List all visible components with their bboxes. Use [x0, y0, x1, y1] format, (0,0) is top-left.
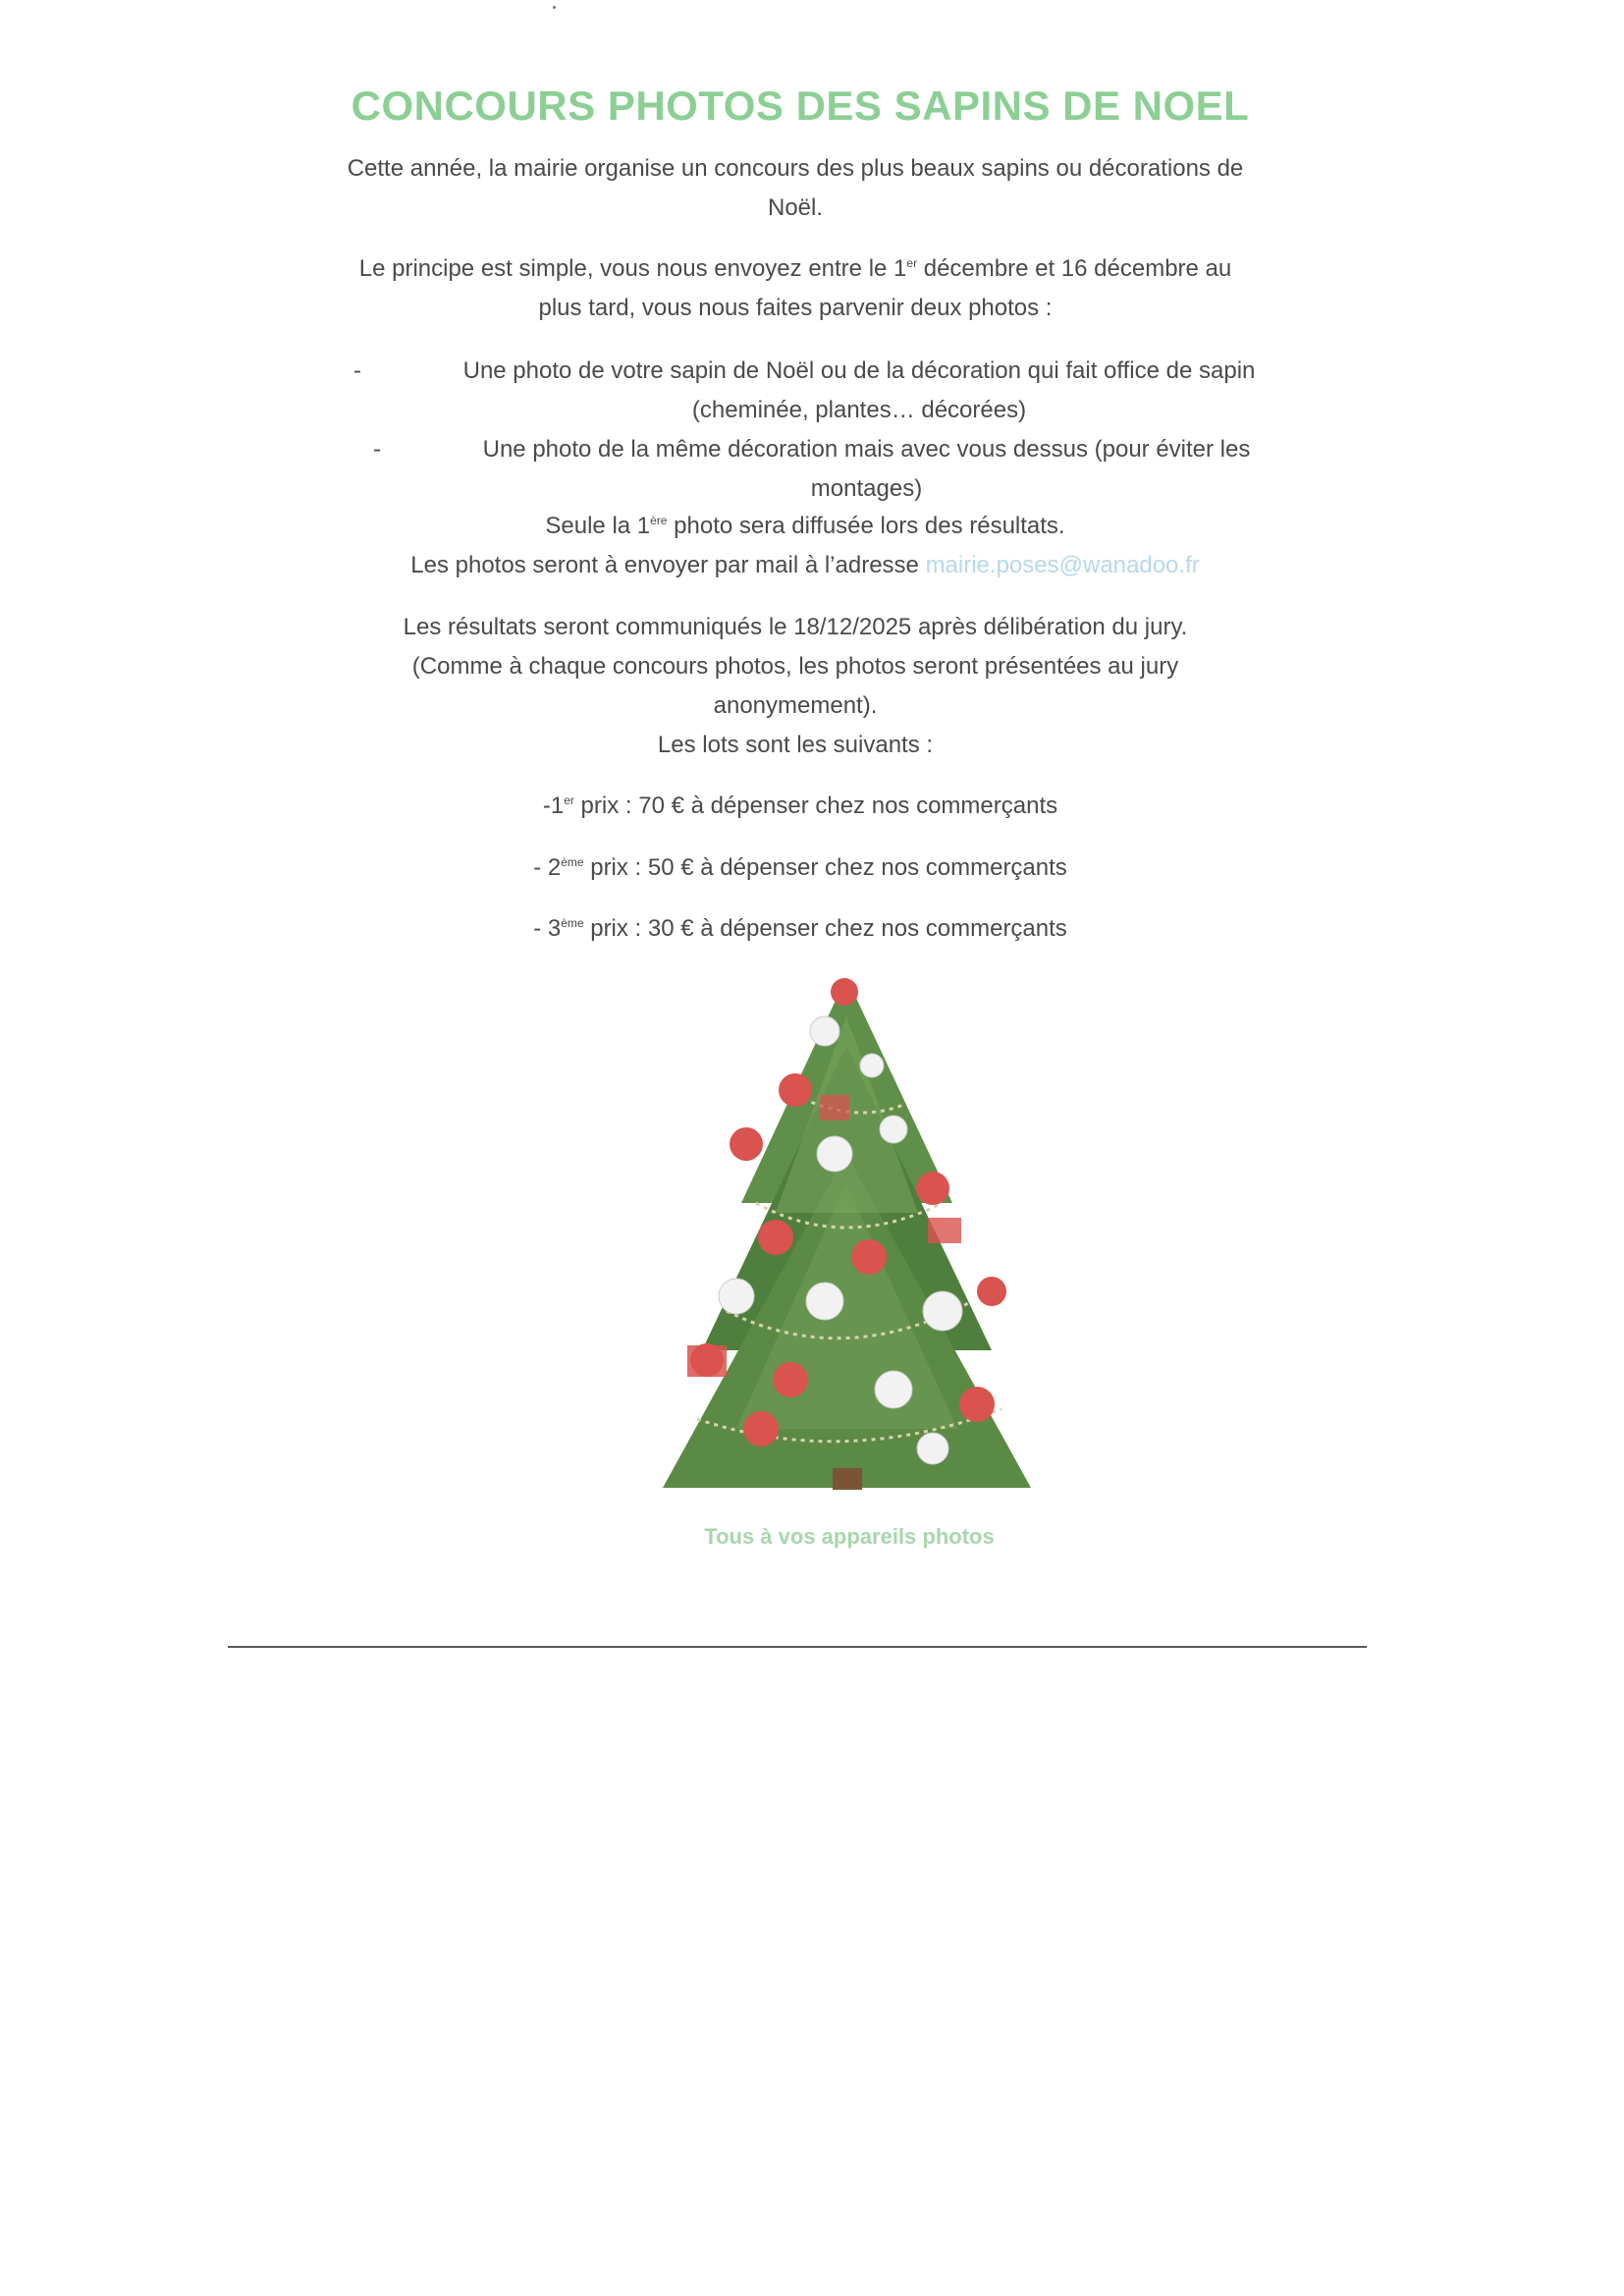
- bullet-item: [373, 430, 1316, 509]
- bullet-line-1: Une photo de la même décoration mais avec vous dessus (pour éviter les: [482, 436, 1251, 463]
- principle-line-2: plus tard, vous nous faites parvenir deux photos :: [538, 295, 1053, 321]
- christmas-tree-illustration: [648, 957, 1046, 1493]
- only-first-sup: ère: [650, 514, 668, 527]
- email-address[interactable]: mairie.poses@wanadoo.fr: [925, 552, 1200, 578]
- prize-rank: -1: [542, 793, 565, 819]
- results-line-2: (Comme à chaque concours photos, les photos seront présentées au jury: [411, 653, 1179, 680]
- prizes-heading: Les lots sont les suivants :: [657, 732, 934, 758]
- bullet-dash: -: [373, 436, 381, 463]
- bullet-line-2: montages): [810, 475, 923, 502]
- only-first-text-end: photo sera diffusée lors des résultats.: [667, 513, 1065, 539]
- intro-line-2: Noël.: [767, 194, 824, 221]
- bullet-line-1: Une photo de votre sapin de Noël ou de la décoration qui fait office de sapin: [462, 357, 1256, 384]
- prize-item: [373, 848, 1227, 888]
- prize-text: prix : 30 € à dépenser chez nos commerçants: [583, 915, 1067, 942]
- only-first-text: Seule la 1: [545, 513, 651, 539]
- bullet-text: [417, 430, 1316, 509]
- results-line-1: Les résultats seront communiqués le 18/12/2025 après délibération du jury.: [403, 614, 1188, 640]
- intro-paragraph: [275, 149, 1316, 228]
- prize-sup: er: [564, 793, 574, 807]
- send-text: Les photos seront à envoyer par mail à l’adresse: [410, 552, 926, 578]
- principle-text-end: décembre et 16 décembre au: [917, 255, 1232, 282]
- principle-sup: er: [906, 256, 918, 270]
- prize-text: prix : 50 € à dépenser chez nos commerçants: [583, 854, 1067, 881]
- results-paragraph: [275, 608, 1316, 765]
- principle-paragraph: [275, 249, 1316, 328]
- principle-text: Le principe est simple, vous nous envoyez entre le 1: [358, 255, 907, 282]
- prize-rank: - 3: [533, 915, 562, 942]
- bullet-dash: -: [353, 357, 361, 384]
- bullet-item: [353, 352, 1316, 430]
- prize-rank: - 2: [533, 854, 562, 881]
- send-line: [295, 546, 1316, 585]
- bullet-line-2: (cheminée, plantes… décorées): [691, 397, 1027, 423]
- bottom-divider: [228, 1646, 1367, 1648]
- footer-slogan: Tous à vos appareils photos: [704, 1524, 995, 1549]
- bullet-text: [403, 352, 1316, 430]
- results-line-3: anonymement).: [713, 692, 878, 719]
- only-first-line: [373, 507, 1237, 546]
- prize-sup: ème: [561, 855, 584, 869]
- scan-speck: [553, 6, 556, 9]
- page-title: CONCOURS PHOTOS DES SAPINS DE NOEL: [351, 82, 1250, 129]
- intro-line-1: Cette année, la mairie organise un concours des plus beaux sapins ou décorations de: [347, 155, 1244, 182]
- prize-item: [373, 909, 1227, 949]
- prize-item: [373, 787, 1227, 826]
- prize-sup: ème: [561, 916, 584, 930]
- prize-text: prix : 70 € à dépenser chez nos commerçants: [573, 793, 1058, 819]
